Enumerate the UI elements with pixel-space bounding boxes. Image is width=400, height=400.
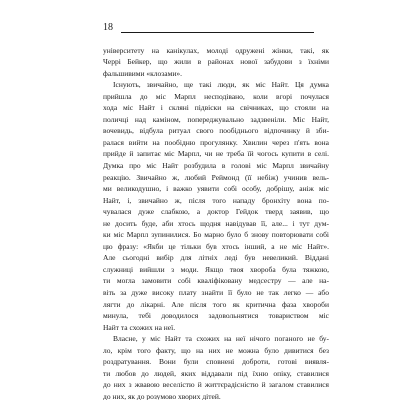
text-line: прийде й запитає міс Марпл, чи не треба їй чогось купити в селі. xyxy=(103,149,329,159)
text-line: не досить буде, аби хтось щодня навідував її, але... і тут дум- xyxy=(103,218,329,228)
text-line: роздратування. Вони були сповнені доброти, готові виявля- xyxy=(103,357,329,367)
text-line: до них з жвавою веселістю й життєрадісністю й загалом ставилися xyxy=(103,380,329,390)
text-line: ти могла замовити собі кваліфіковану медсестру — але на- xyxy=(103,276,329,286)
text-line: хода міс Найт і скляні підвіски на свічниках, що стояли на xyxy=(103,103,329,113)
text-line: лягти до лікарні. Але після того як критична фаза хвороби xyxy=(103,299,329,309)
text-line: Найт, і, звичайно ж, після того нападу бронхіту вона по- xyxy=(103,195,329,205)
header-rule xyxy=(121,32,314,33)
text-line: ми великодушно, і важко уявити собі особу, добрішу, аніж міс xyxy=(103,184,329,194)
text-line: служниці вийшли з моди. Якщо твоя хвороба була тяжкою, xyxy=(103,264,329,274)
text-line: ки міс Марпл зупинилися. Бо марно було б знову повторювати собі xyxy=(103,230,329,240)
text-line: минула, тебі доводилося задовольнятися товариством міс xyxy=(103,311,329,321)
text-line: університету на канікулах, молоді одружені жінки, такі, як xyxy=(103,45,329,55)
text-line: Черрі Бейкер, що жили в районах нової забудови з їхніми xyxy=(103,57,329,67)
text-line: віть за дуже високу плату знайти її було не так легко — або xyxy=(103,287,329,297)
text-line: Але сьогодні вибір для літніх леді був невеликий. Віддані xyxy=(103,253,329,263)
text-line: реакцію. Звичайно ж, любий Реймонд (її небіж) учинив вель- xyxy=(103,172,329,182)
text-line: ло, крім того факту, що на них не можна було дивитися без xyxy=(103,345,329,355)
text-line: Існують, звичайно, ще такі люди, як міс Найт. Ця думка xyxy=(113,80,329,90)
text-line: до них, як до розумово хворих дітей. xyxy=(103,391,221,400)
text-line: поличці над каміном, попереджувально задзвеніли. Міс Найт, xyxy=(103,114,329,124)
page-number: 18 xyxy=(103,22,113,33)
text-line: Найт та схожих на неї. xyxy=(103,322,176,332)
body-text xyxy=(103,45,329,400)
text-line: чувалася дуже слабкою, а доктор Гейдок тверд заявив, що xyxy=(103,207,329,217)
text-line: Власне, у міс Найт та схожих на неї нічого поганого не бу- xyxy=(113,334,329,344)
text-line: ти любов до людей, яких віддавали під їхню опіку, ставилися xyxy=(103,368,329,378)
text-line: фальшивими «клозами». xyxy=(103,68,182,78)
text-line: цю фразу: «Якби це тільки був хтось інший, а не міс Найт». xyxy=(103,241,329,251)
text-line: прийшла до міс Марпл несподівано, коли вгорі почулася xyxy=(103,91,329,101)
text-line: Думка про міс Найт розбудила в голові міс Марпл звичайну xyxy=(103,160,329,170)
text-line: вочевидь, відбула ритуал свого пообіднього відпочинку й зби- xyxy=(103,126,329,136)
text-line: ралася вийти на пообідню прогулянку. Хвилин через п'ять вона xyxy=(103,137,329,147)
